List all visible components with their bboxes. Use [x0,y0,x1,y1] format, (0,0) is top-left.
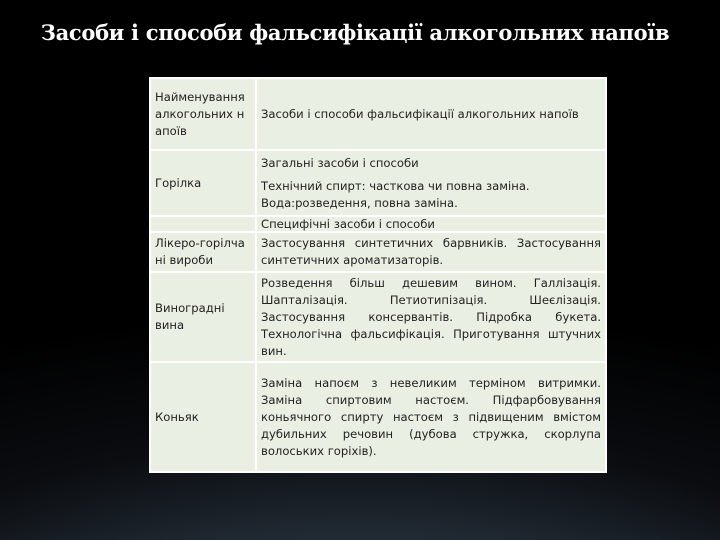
table-row [150,232,606,272]
specific-methods-heading: Специфічні засоби і способи [256,216,606,232]
table-row [150,362,606,472]
beverage-name: Коньяк [150,362,256,472]
methods-cell [256,150,606,216]
beverage-name: Горілка [150,150,256,216]
methods-cell: Розведення більш дешевим вином. Галлізація. Шапталізація. Петиотипізація. Шеєлізація. Застосування консервантів. Підробка букета. Технологічна фальсифікація. Приготування штучних вин. [256,272,606,362]
general-methods-heading: Загальні засоби і способи [261,155,419,170]
table-header-row [150,78,606,150]
methods-cell: Застосування синтетичних барвників. Застосування синтетичних ароматизаторів. [256,232,606,272]
beverage-name: Лікеро-горілчані вироби [150,232,256,272]
empty-cell [150,216,256,232]
falsification-table [149,77,607,473]
slide-title: Засоби і способи фальсифікації алкогольних напоїв [40,20,670,45]
vodka-method-spirit: Технічний спирт: часткова чи повна заміна. [261,178,530,193]
table-section-row [150,216,606,232]
vodka-method-water: Вода:розведення, повна заміна. [261,195,458,210]
header-cell-beverage: Найменування алкогольних напоїв [150,78,256,150]
header-cell-methods: Засоби і способи фальсифікації алкогольних напоїв [256,78,606,150]
beverage-name: Виноградні вина [150,272,256,362]
table-row [150,272,606,362]
table-row [150,150,606,216]
methods-cell: Заміна напоєм з невеликим терміном витримки. Заміна спиртовим настоєм. Підфарбовування коньячного спирту настоєм з підвищеним вмістом дубильних речовин (дубова стружка, скорлупа волоських горіхів). [256,362,606,472]
